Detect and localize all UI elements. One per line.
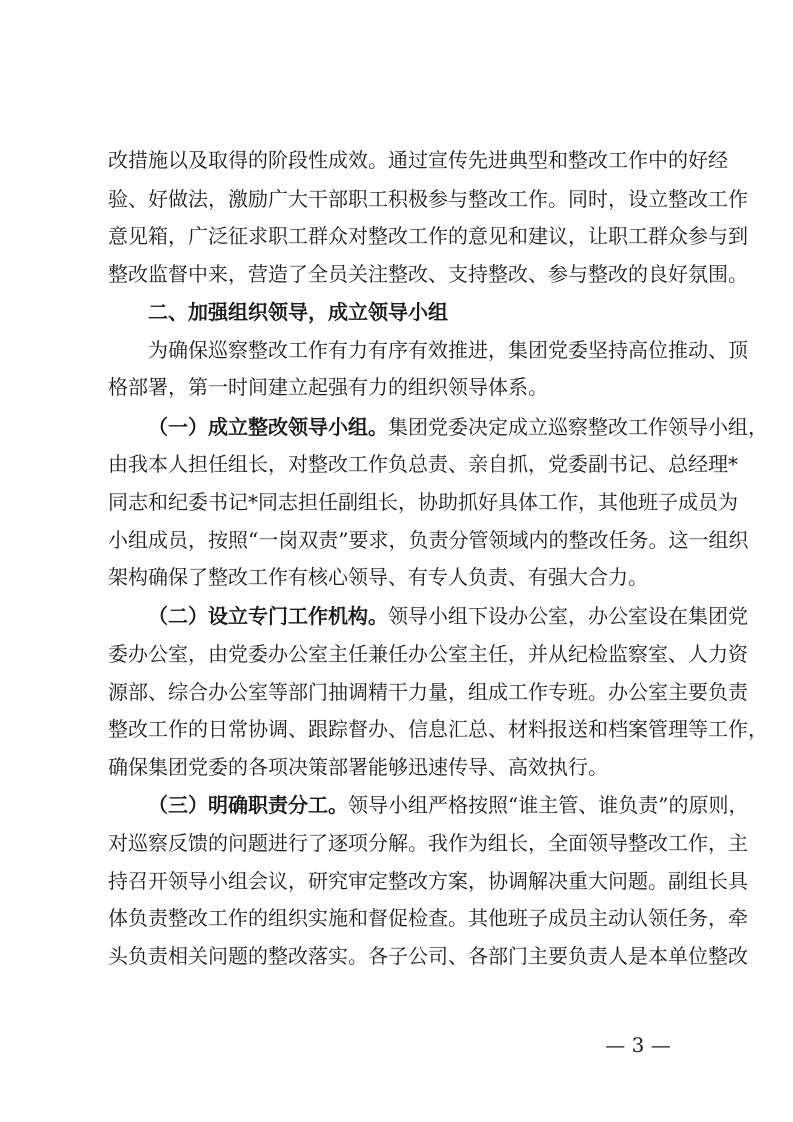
body-text-line: 架构确保了整改工作有核心领导、有专人负责、有强大合力。 [108,565,648,589]
body-text-line: 由我本人担任组长，对整改工作负总责、亲自抓，党委副书记、总经理* [108,452,738,476]
body-text-line: 为确保巡察整改工作有力有序有效推进，集团党委坚持高位推动、顶 [148,338,748,362]
body-text-line: 意见箱，广泛征求职工群众对整改工作的意见和建议，让职工群众参与到 [108,224,748,248]
body-text-line: 改措施以及取得的阶段性成效。通过宣传先进典型和整改工作中的好经 [108,148,728,172]
body-text-line: 同志和纪委书记*同志担任副组长，协助抓好具体工作，其他班子成员为 [108,490,738,514]
body-text-line: 体负责整改工作的组织实施和督促检查。其他班子成员主动认领任务，牵 [108,906,748,930]
body-text-line: 源部、综合办公室等部门抽调精干力量，组成工作专班。办公室主要负责 [108,680,748,704]
body-text-line: 头负责相关问题的整改落实。各子公司、各部门主要负责人是本单位整改 [108,944,748,968]
body-text-line: 持召开领导小组会议，研究审定整改方案，协调解决重大问题。副组长具 [108,869,748,893]
subsection-heading: （一）成立整改领导小组。 [148,415,388,439]
body-text-line: 确保集团党委的各项决策部署能够迅速传导、高效执行。 [108,755,608,779]
subsection-line [148,787,749,823]
subsection-text: 领导小组严格按照“谁主管、谁负责”的原则， [348,793,749,817]
body-text-line: 对巡察反馈的问题进行了逐项分解。我作为组长，全面领导整改工作，主 [108,831,748,855]
body-text-line: 格部署，第一时间建立起强有力的组织领导体系。 [108,375,548,399]
body-text-line: 小组成员，按照“一岗双责”要求，负责分管领域内的整改任务。这一组织 [108,528,749,552]
subsection-heading: （三）明确职责分工。 [148,793,348,817]
subsection-text: 领导小组下设办公室，办公室设在集团党 [388,604,748,628]
subsection-text: 集团党委决定成立巡察整改工作领导小组， [388,415,768,439]
subsection-heading: （二）设立专门工作机构。 [148,604,388,628]
subsection-line [148,598,748,634]
body-text-line: 验、好做法，激励广大干部职工积极参与整改工作。同时，设立整改工作 [108,187,748,211]
body-text-line: 委办公室，由党委办公室主任兼任办公室主任，并从纪检监察室、人力资 [108,642,748,666]
section-heading: 二、加强组织领导，成立领导小组 [148,300,448,324]
body-text-line: 整改监督中来，营造了全员关注整改、支持整改、参与整改的良好氛围。 [108,262,748,286]
subsection-line [148,409,768,445]
body-text-line: 整改工作的日常协调、跟踪督办、信息汇总、材料报送和档案管理等工作， [108,717,768,741]
page-number: — 3 — [605,1033,671,1057]
